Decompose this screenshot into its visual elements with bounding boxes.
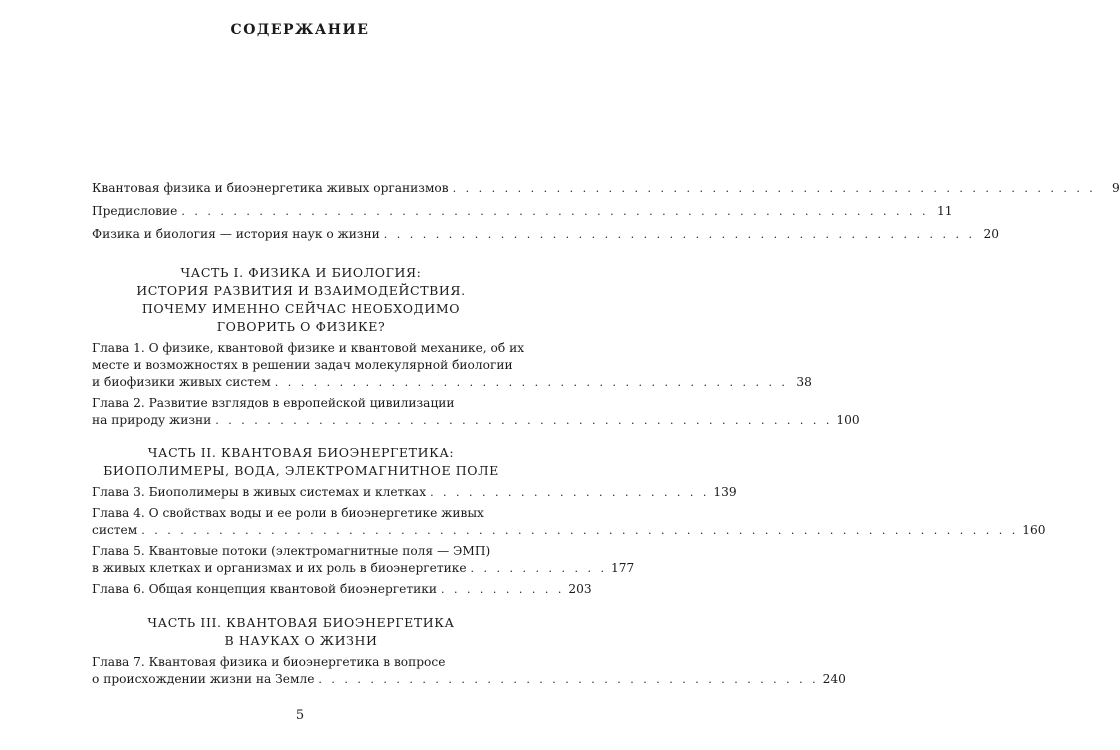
toc-entry-line: систем [92, 523, 138, 537]
toc-entry-title: Предисловие [92, 204, 178, 218]
toc-entry-line: Глава 4. О свойствах воды и ее роли в биоэнергетике живых [92, 506, 484, 520]
part-heading: ЧАСТЬ III. КВАНТОВАЯ БИОЭНЕРГЕТИКА В НАУКАХ О ЖИЗНИ [147, 615, 455, 648]
dot-leader: . . . . . . . . . . [440, 583, 565, 596]
toc-entry-line: в живых клетках и организмах и их роль в биоэнергетике [92, 561, 467, 575]
toc-entry[interactable] [92, 226, 999, 243]
toc-entry-line: на природу жизни [92, 413, 212, 427]
toc-entry-page: 203 [568, 582, 592, 596]
toc-entry[interactable] [92, 484, 737, 501]
page-title: СОДЕРЖАНИЕ [230, 22, 370, 38]
toc-entry-line: Глава 2. Развитие взглядов в европейской цивилизации [92, 396, 455, 410]
toc-entry-line: Глава 7. Квантовая физика и биоэнергетика в вопросе [92, 655, 446, 669]
toc-entry-page: 177 [610, 561, 635, 575]
dot-leader: . . . . . . . . . . . . . . . . . . . . . . . . . . . . . . . . . . . . . . . . . . . . . . . . . . [452, 182, 1096, 195]
dot-leader: . . . . . . . . . . . . . . . . . . . . . . . . . . . . . . . . . . . . . . . . [274, 376, 788, 389]
toc-entry-line: Глава 1. О физике, квантовой физике и квантовой механике, об их [92, 341, 525, 355]
dot-leader: . . . . . . . . . . . . . . . . . . . . . . [430, 486, 710, 499]
toc-entry-title: Глава 3. Биополимеры в живых системах и клетках [92, 485, 427, 499]
front-matter-list [92, 180, 1120, 243]
dot-leader: . . . . . . . . . . . [470, 562, 607, 575]
part-heading: ЧАСТЬ II. КВАНТОВАЯ БИОЭНЕРГЕТИКА: БИОПОЛИМЕРЫ, ВОДА, ЭЛЕКТРОМАГНИТНОЕ ПОЛЕ [103, 445, 499, 478]
toc-entry-line: о происхождении жизни на Земле [92, 672, 315, 686]
toc-entry-page: 20 [983, 227, 999, 241]
page-number: 5 [295, 708, 305, 723]
dot-leader: . . . . . . . . . . . . . . . . . . . . . . . . . . . . . . . . . . . . . . . . . . . . . . . . . . . . . . . . . . . . . . . . . . . . [141, 524, 1019, 537]
toc-entry-page: 100 [836, 413, 860, 427]
toc-entry-page: 160 [1022, 523, 1046, 537]
toc-entry[interactable] [92, 340, 812, 391]
toc-entry-page: 139 [713, 485, 737, 499]
toc-entry-title: Физика и биология — история наук о жизни [92, 227, 380, 241]
toc-entry[interactable] [92, 505, 1046, 539]
toc-entry[interactable] [92, 180, 1120, 197]
toc-entry-title: Квантовая физика и биоэнергетика живых организмов [92, 181, 449, 195]
toc-entry[interactable] [92, 581, 592, 598]
toc-entry[interactable] [92, 395, 860, 429]
toc-entry[interactable] [92, 203, 953, 220]
toc-entry-line: Глава 5. Квантовые потоки (электромагнитные поля — ЭМП) [92, 544, 491, 558]
toc-entry-page: 9 [1112, 181, 1120, 195]
dot-leader: . . . . . . . . . . . . . . . . . . . . . . . . . . . . . . . . . . . . . . . . . . . . . . . . [215, 414, 833, 427]
toc-entry-page: 240 [822, 672, 846, 686]
dot-leader: . . . . . . . . . . . . . . . . . . . . . . . . . . . . . . . . . . . . . . . . . . . . . . [383, 228, 975, 241]
toc-entry[interactable] [92, 543, 635, 577]
toc-entry-title: Глава 6. Общая концепция квантовой биоэнергетики [92, 582, 437, 596]
toc-entry-page: 11 [936, 204, 953, 218]
dot-leader: . . . . . . . . . . . . . . . . . . . . . . . . . . . . . . . . . . . . . . . . . . . . . . . . . . . . . . . . . . [181, 205, 929, 218]
toc-entry-line: месте и возможностях в решении задач молекулярной биологии [92, 358, 513, 372]
part-3-section [92, 614, 846, 688]
toc-entry-line: и биофизики живых систем [92, 375, 271, 389]
part-heading: ЧАСТЬ I. ФИЗИКА И БИОЛОГИЯ: ИСТОРИЯ РАЗВИТИЯ И ВЗАИМОДЕЙСТВИЯ. ПОЧЕМУ ИМЕННО СЕЙЧАС НЕОБХОДИМО ГОВОРИТЬ О ФИЗИКЕ? [136, 265, 466, 334]
part-1-section [92, 264, 860, 429]
dot-leader: . . . . . . . . . . . . . . . . . . . . . . . . . . . . . . . . . . . . . . . [318, 673, 819, 686]
part-2-section [92, 444, 1046, 598]
toc-entry[interactable] [92, 654, 846, 688]
toc-entry-page: 38 [796, 375, 812, 389]
